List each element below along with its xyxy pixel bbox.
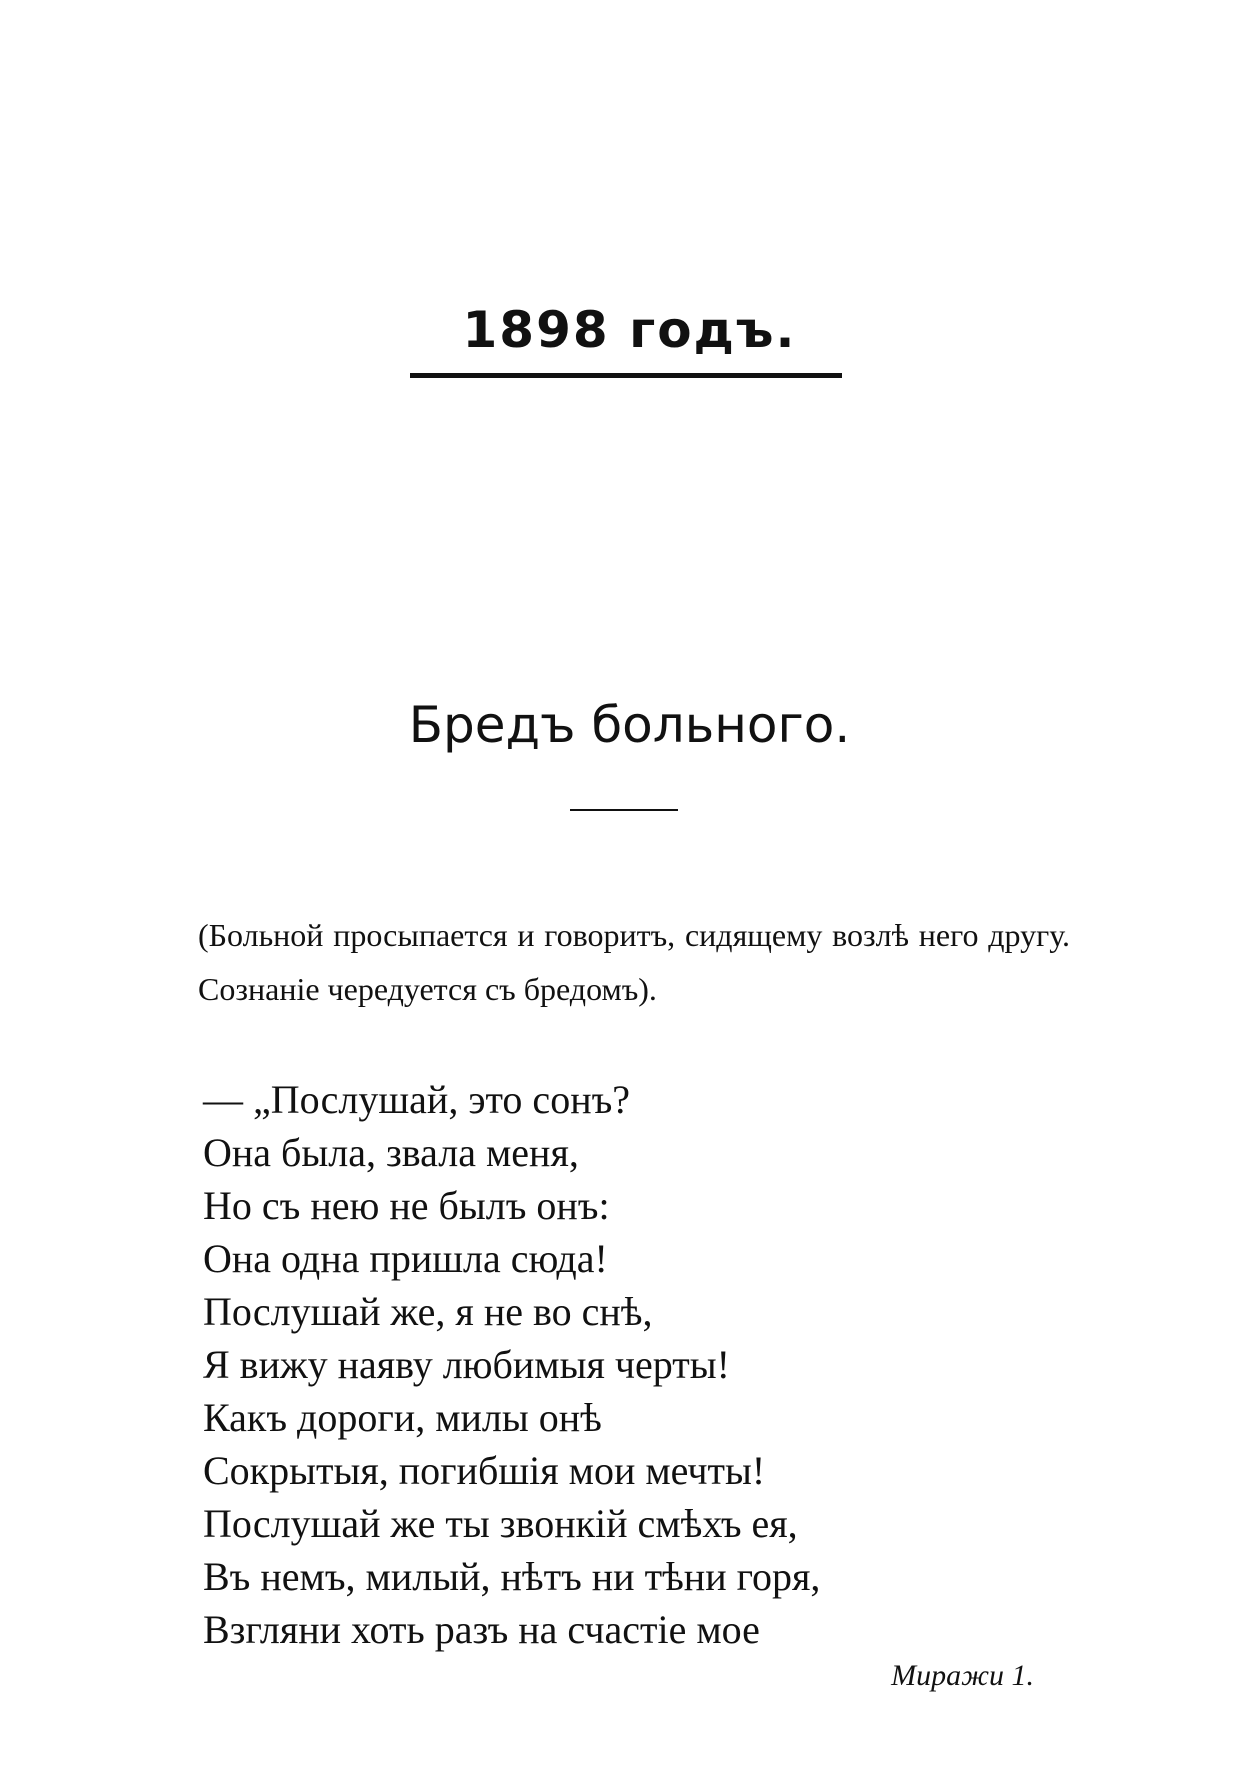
poem-title: Бредъ больного. bbox=[408, 696, 851, 754]
verse-line: Взгляни хоть разъ на счастіе мое bbox=[203, 1607, 760, 1652]
verse-line: Она была, звала меня, bbox=[203, 1130, 579, 1175]
title-divider bbox=[570, 809, 678, 811]
verse-line: Въ немъ, милый, нѣтъ ни тѣни горя, bbox=[203, 1554, 821, 1599]
verse bbox=[203, 1073, 1103, 1656]
verse-line: Но съ нею не былъ онъ: bbox=[203, 1183, 610, 1228]
verse-line: Сокрытыя, погибшія мои мечты! bbox=[203, 1448, 766, 1493]
year-heading: 1898 годъ. bbox=[462, 301, 797, 359]
verse-line: Послушай же, я не во снѣ, bbox=[203, 1289, 653, 1334]
verse-line: — „Послушай, это сонъ? bbox=[203, 1077, 631, 1122]
stage-direction: (Больной просыпается и говоритъ, сидящему возлѣ него другу. Сознаніе чередуется съ бредомъ). bbox=[198, 917, 1070, 1007]
printer-signature-mark: Миражи 1. bbox=[891, 1659, 1034, 1692]
verse-line: Я вижу наяву любимыя черты! bbox=[203, 1342, 730, 1387]
year-heading-underline bbox=[410, 373, 842, 378]
verse-line: Она одна пришла сюда! bbox=[203, 1236, 608, 1281]
verse-line: Послушай же ты звонкій смѣхъ ея, bbox=[203, 1501, 798, 1546]
verse-line: Какъ дороги, милы онѣ bbox=[203, 1395, 602, 1440]
